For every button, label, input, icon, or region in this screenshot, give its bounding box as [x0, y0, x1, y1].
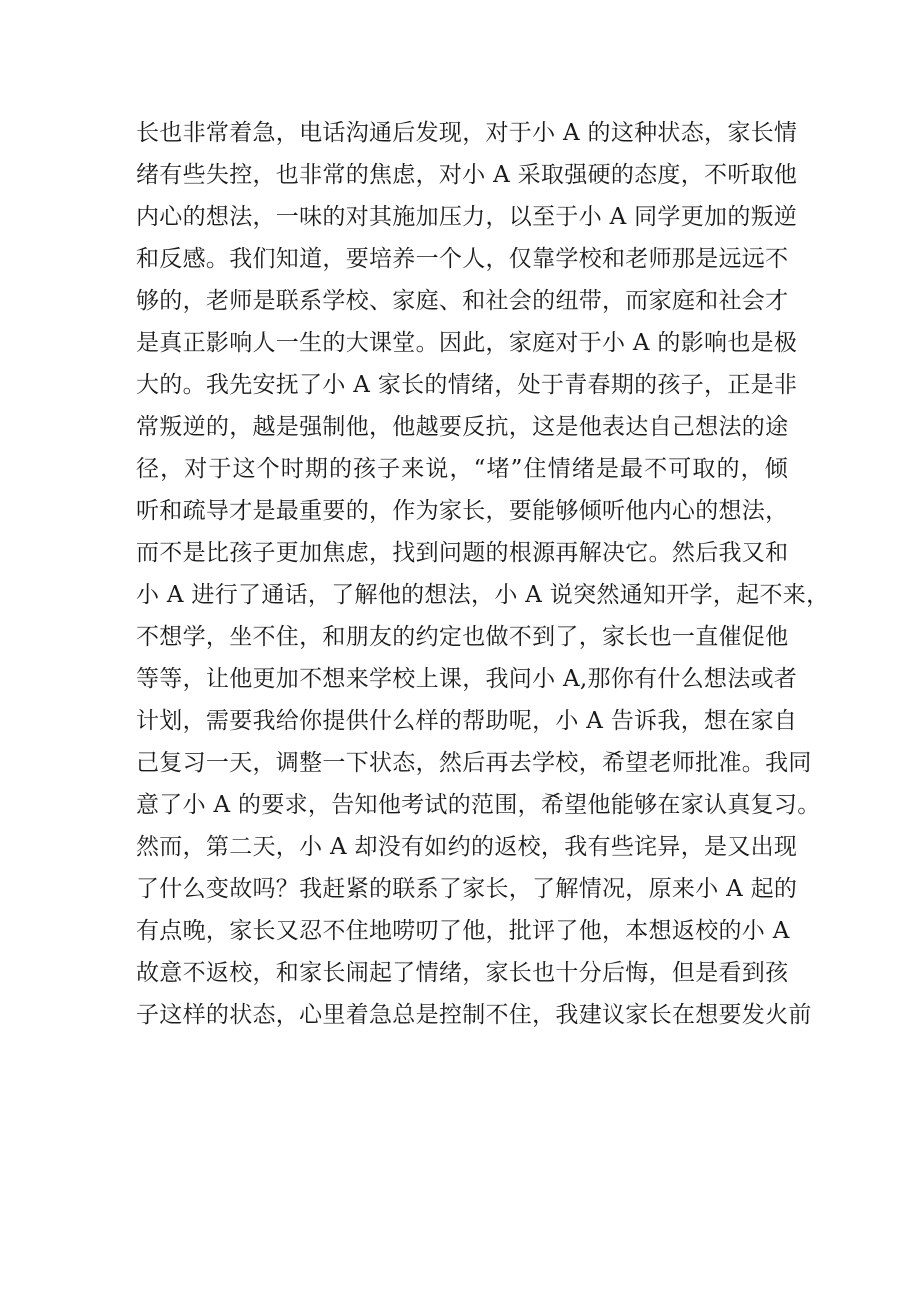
text-line-4: 和反感。我们知道，要培养一个人，仅靠学校和老师那是远远不: [136, 246, 789, 272]
text-line-22: 子这样的状态，心里着急总是控制不住，我建议家长在想要发火前: [136, 1002, 812, 1028]
text-line-7: 大的。我先安抚了小 A 家长的情绪，处于青春期的孩子，正是非: [136, 372, 798, 398]
text-line-9: 径，对于这个时期的孩子来说，“堵”住情绪是最不可取的，倾: [136, 456, 788, 482]
text-line-17: 意了小 A 的要求，告知他考试的范围，希望他能够在家认真复习。: [136, 792, 821, 818]
text-line-2: 绪有些失控，也非常的焦虑，对小 A 采取强硬的态度，不听取他: [136, 162, 798, 188]
text-line-1: 长也非常着急，电话沟通后发现，对于小 A 的这种状态，家长情: [136, 120, 798, 146]
text-line-15: 计划，需要我给你提供什么样的帮助呢，小 A 告诉我，想在家自: [136, 708, 798, 734]
text-line-16: 己复习一天，调整一下状态，然后再去学校，希望老师批准。我同: [136, 750, 812, 776]
text-line-18: 然而，第二天，小 A 却没有如约的返校，我有些诧异，是又出现: [136, 834, 798, 860]
text-line-12: 小 A 进行了通话，了解他的想法，小 A 说突然通知开学，起不来，: [136, 582, 830, 608]
text-line-8: 常叛逆的，越是强制他，他越要反抗，这是他表达自己想法的途: [136, 414, 789, 440]
text-line-6: 是真正影响人一生的大课堂。因此，家庭对于小 A 的影响也是极: [136, 330, 798, 356]
text-line-5: 够的，老师是联系学校、家庭、和社会的纽带，而家庭和社会才: [136, 288, 789, 314]
text-line-21: 故意不返校，和家长闹起了情绪，家长也十分后悔，但是看到孩: [136, 960, 789, 986]
text-line-11: 而不是比孩子更加焦虑，找到问题的根源再解决它。然后我又和: [136, 540, 789, 566]
text-line-3: 内心的想法，一味的对其施加压力，以至于小 A 同学更加的叛逆: [136, 204, 798, 230]
text-line-14: 等等，让他更加不想来学校上课，我问小 A,那你有什么想法或者: [136, 666, 798, 692]
body-text: [136, 112, 830, 1036]
text-line-20: 有点晚，家长又忍不住地唠叨了他，批评了他，本想返校的小 A: [136, 918, 790, 944]
text-line-19: 了什么变故吗？我赶紧的联系了家长，了解情况，原来小 A 起的: [136, 876, 798, 902]
text-line-13: 不想学，坐不住，和朋友的约定也做不到了，家长也一直催促他: [136, 624, 789, 650]
text-line-10: 听和疏导才是最重要的，作为家长，要能够倾听他内心的想法，: [136, 498, 789, 524]
